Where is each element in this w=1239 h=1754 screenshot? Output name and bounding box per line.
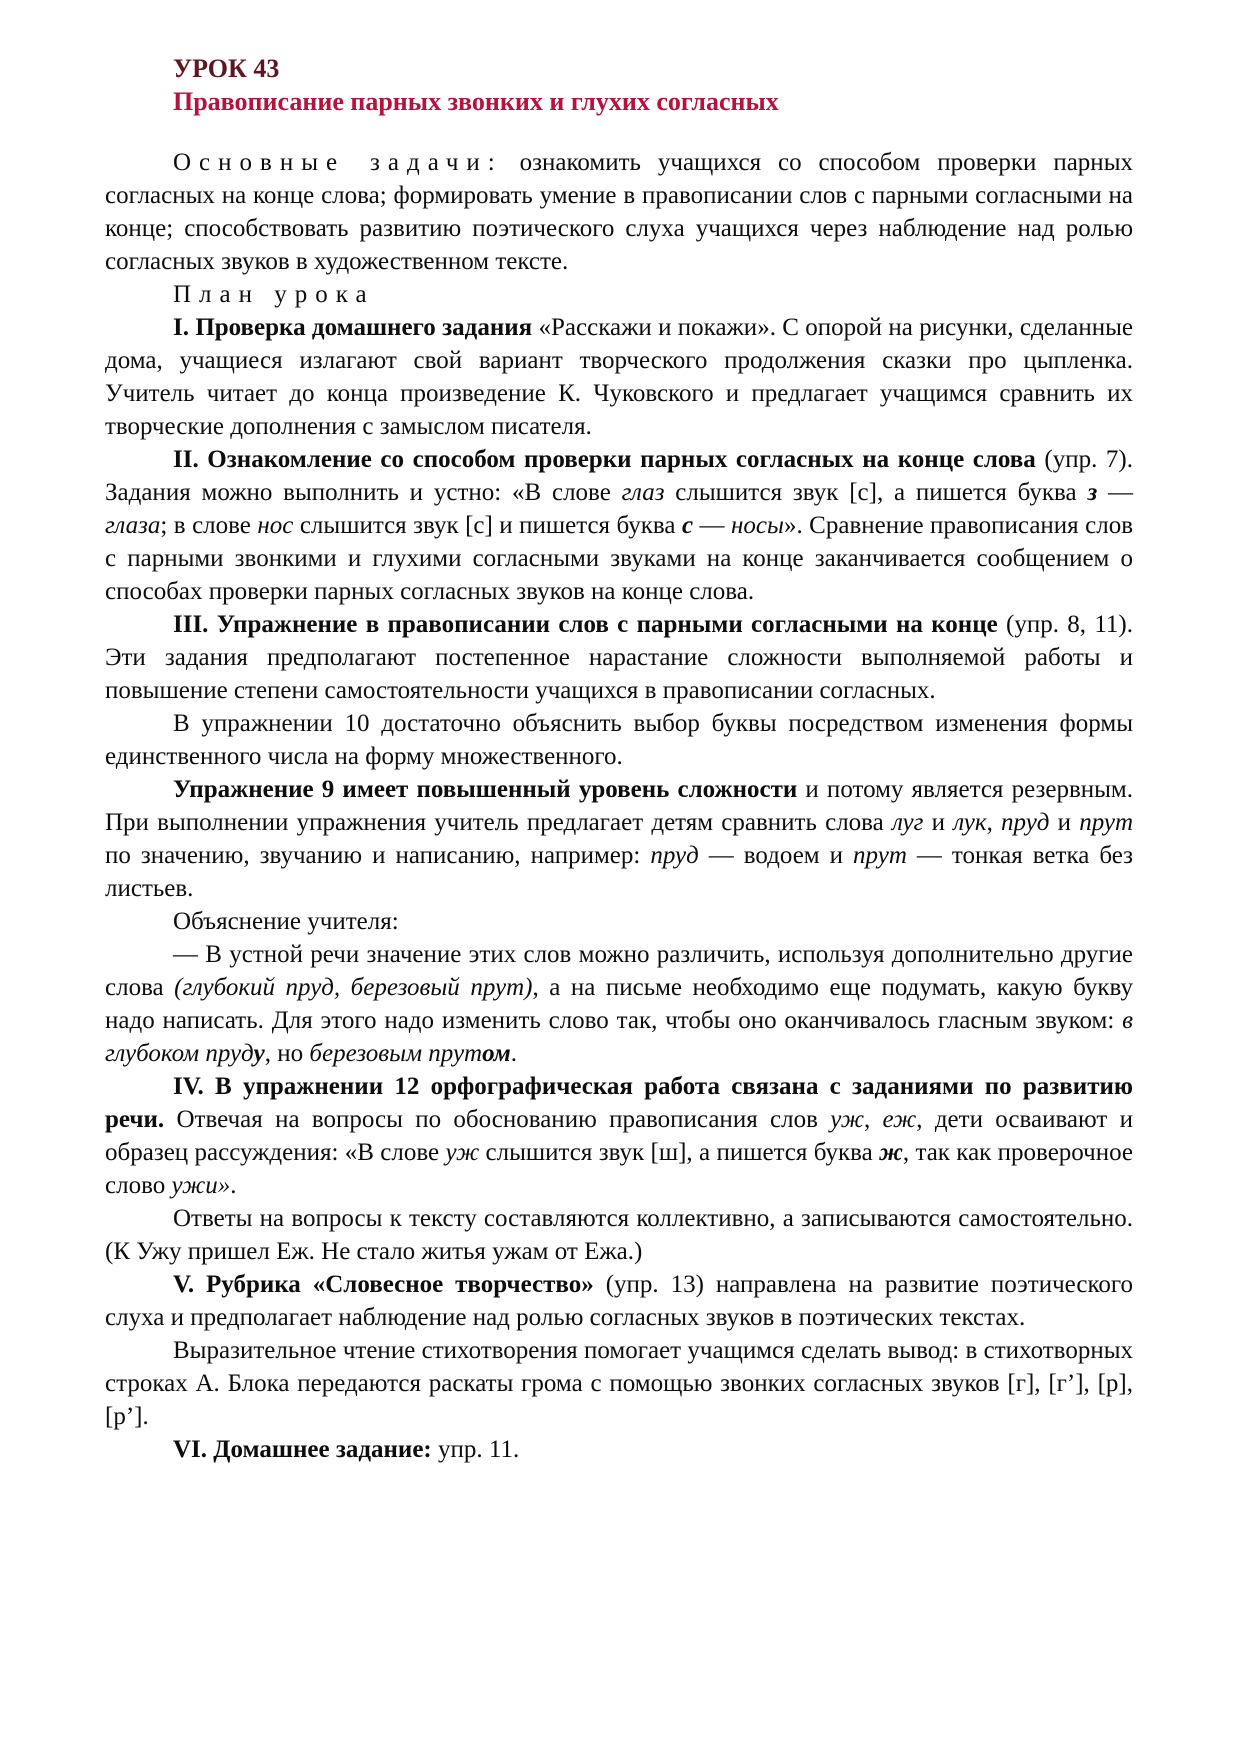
text-run: III. Упражнение в правописании слов с парными согласными на конце — [173, 611, 998, 638]
text-run: , дети осваивают и образец рассуждения: «В слове — [105, 1106, 1133, 1166]
text-run: , — [986, 809, 1002, 836]
text-run: (упр. 13) направлена на развитие поэтического слуха и предполагает наблюдение над ролью согласных звуков в поэтических текстах. — [105, 1271, 1133, 1331]
text-run: — — [693, 512, 732, 539]
text-run: План урока — [173, 281, 375, 308]
text-run: глаза — [105, 512, 161, 539]
paragraph — [105, 443, 1133, 608]
text-run: уж — [445, 1139, 480, 1166]
text-run: , но — [264, 1040, 310, 1067]
text-run: ; в слове — [160, 512, 258, 539]
paragraph — [105, 146, 1133, 278]
paragraph — [105, 311, 1133, 443]
text-run: В упражнении 10 достаточно объяснить выбор буквы посредством изменения формы единственного числа на форму множественного. — [105, 710, 1133, 770]
text-run: — водоем и — [698, 842, 854, 869]
paragraph — [105, 905, 1133, 938]
text-run: глаз — [621, 479, 665, 506]
text-run: , а на письме необходимо еще подумать, какую букву надо написать. Для этого надо изменить слово так, чтобы оно оканчивалось гласным звуком: — [105, 974, 1133, 1034]
text-run: Ответы на вопросы к тексту составляются коллективно, а записываются самостоятельно. (К Ужу пришел Еж. Не стало житья ужам от Ежа.) — [105, 1205, 1133, 1265]
text-run: нос — [257, 512, 294, 539]
paragraph — [105, 707, 1133, 773]
paragraph — [105, 938, 1133, 1070]
text-run: слышится звук [с], а пишется буква — [664, 479, 1088, 506]
text-run: — — [1097, 479, 1134, 506]
text-run: и — [923, 809, 954, 836]
text-run: пруд — [650, 842, 699, 869]
text-run: (упр. 7). Задания можно выполнить и устно: «В слове — [105, 446, 1133, 506]
text-run: ж — [879, 1139, 903, 1166]
text-run: V. Рубрика «Словесное творчество» — [173, 1271, 594, 1298]
text-run: ом — [482, 1040, 511, 1067]
text-run: прут — [1079, 809, 1134, 836]
text-run: (упр. 8, 11). Эти задания предполагают постепенное нарастание сложности выполняемой работы и повышение степени самостоятельности учащихся в правописании согласных. — [105, 611, 1133, 704]
paragraph — [105, 1268, 1133, 1334]
text-run: (глубокий пруд, березовый прут) — [174, 974, 533, 1001]
text-run: Основные задачи: — [173, 149, 503, 176]
text-run: слышится звук [с] и пишется буква — [293, 512, 682, 539]
text-run: и — [1049, 809, 1080, 836]
text-run: луг — [891, 809, 924, 836]
text-run: I. Проверка домашнего задания — [173, 314, 533, 341]
text-run: IV. В упражнении 12 орфографическая работа связана с заданиями по развитию речи. — [105, 1073, 1133, 1133]
paragraph — [105, 278, 1133, 311]
text-run: Выразительное чтение стихотворения помогает учащимся сделать вывод: в стихотворных строках А. Блока передаются раскаты грома с помощью звонких согласных звуков [г], [г’], [р], [р’]. — [105, 1337, 1133, 1430]
text-run: ужи» — [171, 1172, 231, 1199]
text-run: еж — [882, 1106, 917, 1133]
text-run: VI. Домашнее задание: — [173, 1436, 432, 1463]
text-run: Объяснение учителя: — [173, 908, 399, 935]
text-run: . — [230, 1172, 237, 1199]
lesson-number-heading: УРОК 43 — [173, 54, 280, 83]
text-run: II. Ознакомление со способом проверки парных согласных на конце слова — [173, 446, 1036, 473]
text-run: лук — [953, 809, 987, 836]
text-run: ознакомить учащихся со способом проверки парных согласных на конце слова; формировать умение в правописании слов с парными согласными на конце; способствовать развитию поэтического слуха учащихся через наблюдение над ролью согласных звуков в художественном тексте. — [105, 149, 1133, 275]
text-run: — В устной речи значение этих слов можно различить, используя дополнительно другие слова — [105, 941, 1133, 1001]
paragraph — [105, 1433, 1133, 1466]
text-run: упр. 11. — [431, 1436, 520, 1463]
text-run: в глубоком пруд — [105, 1007, 1133, 1067]
paragraph — [105, 608, 1133, 707]
paragraph — [105, 773, 1133, 905]
text-run: пруд — [1001, 809, 1050, 836]
lesson-title-heading: Правописание парных звонких и глухих согласных — [173, 87, 779, 116]
text-run: у — [253, 1040, 265, 1067]
text-run: ». Сравнение правописания слов с парными звонкими и глухими согласными звуками на конце заканчивается сообщением о способах проверки парных согласных звуков на конце слова. — [105, 512, 1134, 605]
text-run: березовым прут — [309, 1040, 483, 1067]
text-run: слышится звук [ш], а пишется буква — [479, 1139, 880, 1166]
text-run: , — [863, 1106, 883, 1133]
text-run: Отвечая на вопросы по обоснованию правописания слов — [164, 1106, 831, 1133]
document-body — [105, 146, 1133, 1466]
text-run: по значению, звучанию и написанию, например: — [105, 842, 651, 869]
text-run: с — [681, 512, 694, 539]
text-run: прут — [853, 842, 907, 869]
text-run: и потому является резервным. При выполнении упражнения учитель предлагает детям сравнить слова — [105, 776, 1133, 836]
text-run: «Расскажи и покажи». С опорой на рисунки, сделанные дома, учащиеся излагают свой вариант творческого продолжения сказки про цыпленка. Учитель читает до конца произведение К. Чуковского и предлагает учащимся сравнить их творческие дополнения с замыслом писателя. — [105, 314, 1134, 440]
text-run: , так как проверочное слово — [105, 1139, 1133, 1199]
lesson-heading — [105, 52, 1133, 118]
text-run: . — [510, 1040, 518, 1067]
text-run: уж — [830, 1106, 864, 1133]
paragraph — [105, 1334, 1133, 1433]
text-run: носы — [731, 512, 784, 539]
paragraph — [105, 1070, 1133, 1202]
paragraph — [105, 1202, 1133, 1268]
text-run: Упражнение 9 имеет повышенный уровень сложности — [173, 776, 798, 803]
text-run: — тонкая ветка без листьев. — [105, 842, 1134, 902]
text-run: з — [1087, 479, 1098, 506]
